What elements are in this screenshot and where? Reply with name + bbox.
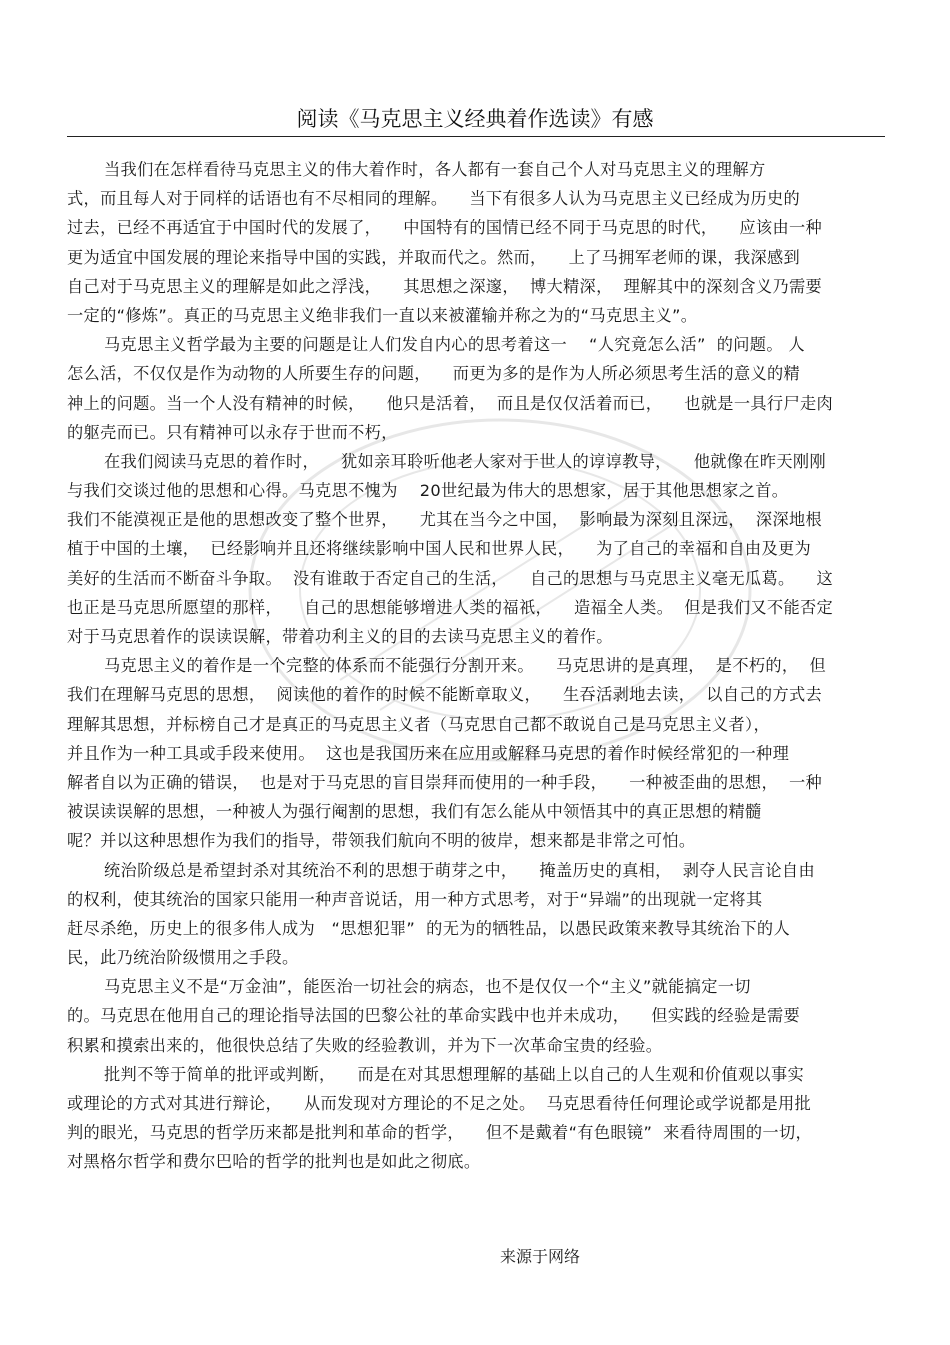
text-line: 的。马克思在他用自己的理论指导法国的巴黎公社的革命实践中也并未成功， 但实践的经验是需要 bbox=[67, 1006, 801, 1026]
text-line: 一定的“修炼”。真正的马克思主义绝非我们一直以来被灌输并称之为的“马克思主义”。 bbox=[67, 305, 698, 325]
document-title: 阅读《马克思主义经典着作选读》有感 bbox=[296, 107, 654, 131]
text-line: 式，而且每人对于同样的话语也有不尽相同的理解。 当下有很多人认为马克思主义已经成为历史的 bbox=[67, 189, 801, 209]
text-line: 判的眼光，马克思的哲学历来都是批判和革命的哲学， 但不是戴着“有色眼镜” 来看待周围的一切， bbox=[67, 1123, 813, 1143]
text-line: 呢？并以这种思想作为我们的指导，带领我们航向不明的彼岸，想来都是非常之可怕。 bbox=[67, 831, 696, 851]
text-line: 在我们阅读马克思的着作时， 犹如亲耳聆听他老人家对于世人的谆谆教导， 他就像在昨天刚刚 bbox=[104, 451, 826, 471]
document-body bbox=[67, 155, 885, 1177]
source-footer: 来源于网络 bbox=[500, 1247, 581, 1266]
text-line: 解者自以为正确的错误， 也是对于马克思的盲目崇拜而使用的一种手段， 一种被歪曲的思想， 一种 bbox=[67, 772, 823, 792]
text-line: 统治阶级总是希望封杀对其统治不利的思想于萌芽之中， 掩盖历史的真相， 剥夺人民言论自由 bbox=[104, 860, 816, 880]
text-line: 怎么活，不仅仅是作为动物的人所要生存的问题， 而更为多的是作为人所必须思考生活的意义的精 bbox=[67, 364, 801, 384]
text-line: 赶尽杀绝，历史上的很多伟人成为 “思想犯罪” 的无为的牺牲品，以愚民政策来教导其统治下的人 bbox=[67, 918, 790, 938]
text-line: 被误读误解的思想，一种被人为强行阉割的思想，我们有怎么能从中领悟其中的真正思想的精髓 bbox=[67, 802, 762, 822]
text-line: 神上的问题。当一个人没有精神的时候， 他只是活着， 而且是仅仅活着而已， 也就是一具行尸走肉 bbox=[67, 393, 834, 413]
title-divider bbox=[67, 136, 885, 137]
text-line: 我们不能漠视正是他的思想改变了整个世界， 尤其在当今之中国， 影响最为深刻且深远， 深深地根 bbox=[67, 510, 823, 530]
text-line: 植于中国的土壤， 已经影响并且还将继续影响中国人民和世界人民， 为了自己的幸福和自由及更为 bbox=[67, 539, 812, 559]
text-line: 马克思主义不是“万金油”，能医治一切社会的病态，也不是仅仅一个“主义”就能搞定一切 bbox=[104, 977, 751, 997]
text-line: 理解其思想，并标榜自己才是真正的马克思主义者（马克思自己都不敢说自己是马克思主义者）， bbox=[67, 714, 771, 734]
text-line: 对黑格尔哲学和费尔巴哈的哲学的批判也是如此之彻底。 bbox=[67, 1152, 481, 1172]
text-line: 也正是马克思所愿望的那样， 自己的思想能够增进人类的福祇， 造福全人类。 但是我们又不能否定 bbox=[67, 597, 834, 617]
text-line: 积累和摸索出来的，他很快总结了失败的经验教训，并为下一次革命宝贵的经验。 bbox=[67, 1035, 663, 1055]
text-line: 自己对于马克思主义的理解是如此之浮浅， 其思想之深邃， 博大精深， 理解其中的深刻含义乃需要 bbox=[67, 276, 823, 296]
text-line: 与我们交谈过他的思想和心得。马克思不愧为 20世纪最为伟大的思想家，居于其他思想家之首。 bbox=[67, 481, 789, 501]
text-line: 马克思主义哲学最为主要的问题是让人们发自内心的思考着这一 “人究竟怎么活” 的问题。 人 bbox=[104, 335, 805, 355]
text-line: 过去，已经不再适宜于中国时代的发展了， 中国特有的国情已经不同于马克思的时代， 应该由一种 bbox=[67, 218, 823, 238]
text-line: 当我们在怎样看待马克思主义的伟大着作时，各人都有一套自己个人对马克思主义的理解方 bbox=[104, 160, 766, 179]
text-line: 更为适宜中国发展的理论来指导中国的实践，并取而代之。然而， 上了马拥军老师的课，我深感到 bbox=[67, 247, 801, 267]
text-line: 我们在理解马克思的思想， 阅读他的着作的时候不能断章取义， 生吞活剥地去读， 以自己的方式去 bbox=[67, 685, 823, 705]
text-line: 或理论的方式对其进行辩论， 从而发现对方理论的不足之处。 马克思看待任何理论或学说都是用批 bbox=[67, 1094, 812, 1113]
text-line: 民，此乃统治阶级惯用之手段。 bbox=[67, 948, 299, 968]
text-line: 的躯壳而已。只有精神可以永存于世而不朽， bbox=[67, 422, 398, 442]
text-line: 美好的生活而不断奋斗争取。 没有谁敢于否定自己的生活， 自己的思想与马克思主义毫无瓜葛。 这 bbox=[67, 568, 834, 588]
text-line: 的权利，使其统治的国家只能用一种声音说话，用一种方式思考，对于“异端”的出现就一定将其 bbox=[67, 889, 763, 909]
text-line: 并且作为一种工具或手段来使用。 这也是我国历来在应用或解释马克思的着作时候经常犯的一种理 bbox=[67, 743, 790, 763]
text-line: 对于马克思着作的误读误解，带着功利主义的目的去读马克思主义的着作。 bbox=[67, 627, 613, 646]
text-line: 批判不等于简单的批评或判断， 而是在对其思想理解的基础上以自己的人生观和价值观以事实 bbox=[104, 1064, 805, 1084]
text-line: 马克思主义的着作是一个完整的体系而不能强行分割开来。 马克思讲的是真理， 是不朽的， 但 bbox=[104, 656, 826, 676]
